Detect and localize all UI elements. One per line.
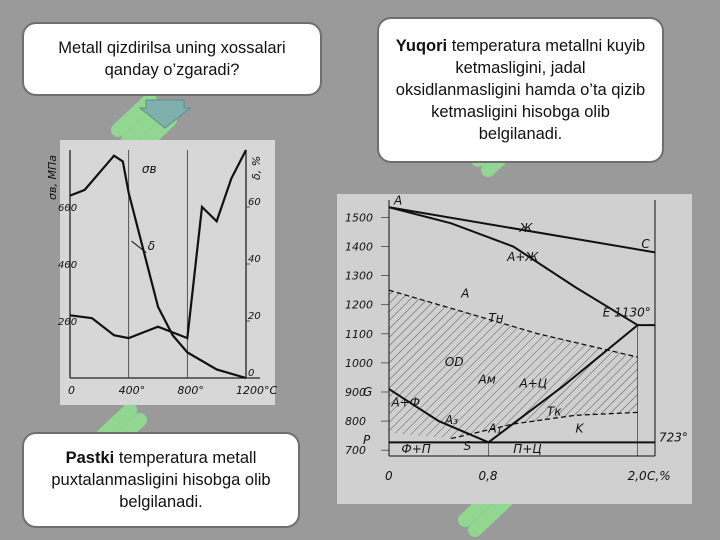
label-a_c: A+Ц xyxy=(519,376,548,391)
down-arrow-icon xyxy=(140,100,190,130)
label-A3: A₃ xyxy=(444,413,458,427)
y-tick-label: 1200 xyxy=(345,298,373,312)
label-E_label: E 1130° xyxy=(602,305,651,320)
y-tick-label: 900 xyxy=(345,386,366,399)
y-right-tick-label: 0 xyxy=(248,368,255,379)
lower-body: temperatura metall puxtalanmasligini hisobga olib belgilanadi. xyxy=(51,449,271,511)
label-Am: Aм xyxy=(478,372,496,387)
upper-temperature-callout xyxy=(377,17,664,163)
y-tick-label: 1400 xyxy=(345,240,373,254)
label-a_f: A+Ф xyxy=(391,395,421,410)
series-line-delta xyxy=(70,150,246,338)
y-tick-label: 1500 xyxy=(345,211,373,225)
upper-body: temperatura metallni kuyib ketmasligini, jadal oksidlanmasligini hamda o’ta qizib ketmasligini hisobga olib belgilanadi. xyxy=(395,37,646,143)
label-Th: Tн xyxy=(488,311,504,326)
series-label-sigma: σв xyxy=(141,161,157,176)
label-t723: 723° xyxy=(659,430,688,445)
label-S: S xyxy=(463,439,472,454)
lower-temperature-text xyxy=(36,447,286,513)
label-p_c: П+Ц xyxy=(513,442,542,457)
iron-carbon-diagram xyxy=(337,194,692,504)
y-left-tick-label: 400 xyxy=(58,260,78,271)
upper-bold: Yuqori xyxy=(395,37,448,55)
series-line-sigma xyxy=(70,156,246,378)
x-tick-label: 0 xyxy=(68,384,75,397)
label-a_liquid: A+Ж xyxy=(507,250,539,265)
label-f_p: Ф+П xyxy=(401,442,431,457)
question-callout xyxy=(22,22,322,96)
question-text: Metall qizdirilsa uning xossalari qanday o’zgaradi? xyxy=(58,39,286,79)
x-tick-label: 400° xyxy=(118,384,146,397)
upper-temperature-text xyxy=(391,35,650,145)
y-left-tick-label: 200 xyxy=(58,317,78,328)
x-tick-label: 2,0 xyxy=(627,469,647,483)
strength-temperature-chart xyxy=(46,140,278,405)
y-tick-label: 800 xyxy=(345,415,366,429)
label-A1: A₁ xyxy=(488,421,502,436)
label-liquid: Ж xyxy=(519,221,533,235)
y-tick-label: 1100 xyxy=(345,327,373,341)
y-right-axis-label: δ, % xyxy=(250,155,263,180)
y-left-axis-label: σв, МПа xyxy=(46,155,59,200)
hatched-region xyxy=(389,290,638,438)
series-label-delta: δ xyxy=(147,238,156,253)
y-left-tick-label: 600 xyxy=(58,203,78,214)
label-P: P xyxy=(363,433,371,447)
lower-temperature-callout xyxy=(22,432,300,528)
x-tick-label: 1200°C xyxy=(236,384,278,397)
label-Tk: Tк xyxy=(546,404,562,419)
y-tick-label: 1000 xyxy=(345,356,373,370)
lower-bold: Pastki xyxy=(65,449,115,467)
x-tick-label: 800° xyxy=(177,384,204,397)
x-axis-label: C,% xyxy=(647,469,671,483)
label-austenite: A xyxy=(461,286,470,301)
y-tick-label: 700 xyxy=(345,444,366,458)
x-tick-label: 0,8 xyxy=(478,469,498,483)
series-leader-delta xyxy=(132,241,147,252)
y-right-tick-label: 60 xyxy=(248,197,261,208)
label-od: OD xyxy=(444,354,464,369)
y-tick-label: 1300 xyxy=(345,269,373,283)
x-tick-label: 0 xyxy=(385,469,393,483)
label-K: K xyxy=(575,421,584,436)
label-C_point: C xyxy=(641,237,650,251)
y-right-tick-label: 40 xyxy=(248,254,261,265)
y-right-tick-label: 20 xyxy=(248,311,261,322)
label-A_point: A xyxy=(393,193,403,208)
label-G: G xyxy=(363,385,373,399)
